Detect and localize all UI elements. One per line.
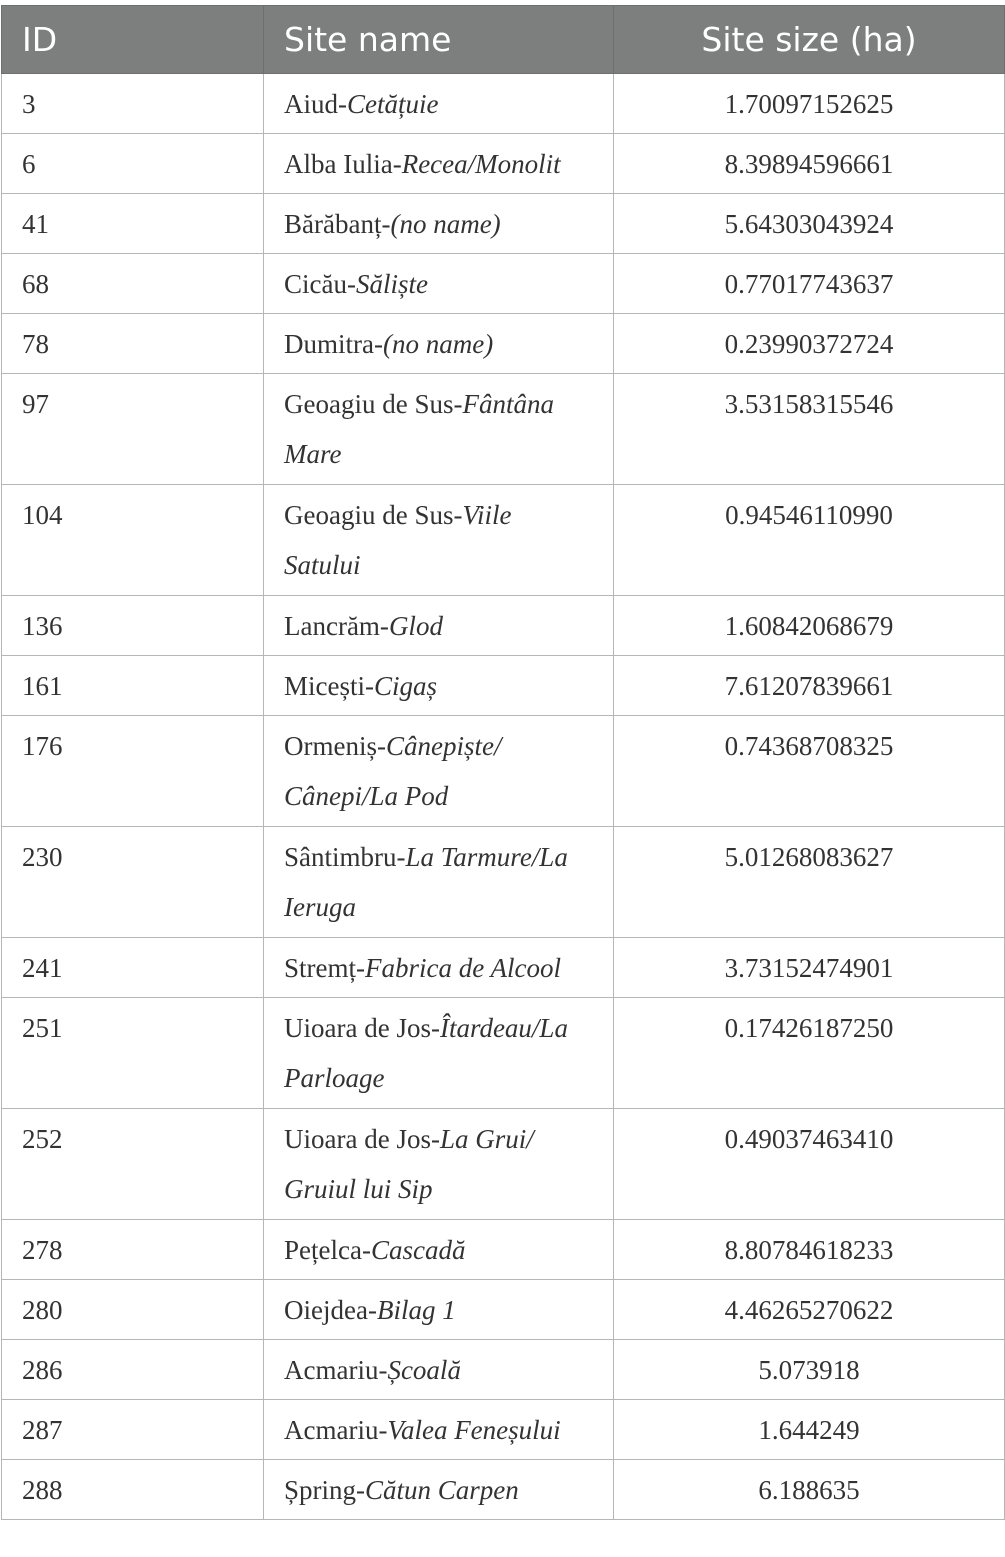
cell-id: 3 [2, 74, 264, 134]
cell-site-size: 1.70097152625 [614, 74, 1005, 134]
site-name-italic: (no name) [382, 329, 494, 359]
cell-id: 68 [2, 254, 264, 314]
table-row [2, 1220, 1005, 1280]
site-name-italic: Viile Satului [284, 500, 512, 580]
cell-id: 241 [2, 938, 264, 998]
site-name-italic: Școală [387, 1355, 461, 1385]
site-name-italic: (no name) [390, 209, 501, 239]
cell-site-name [264, 1280, 614, 1340]
cell-id: 41 [2, 194, 264, 254]
site-name-main: Geoagiu de Sus- [284, 500, 463, 530]
cell-site-size: 1.60842068679 [614, 596, 1005, 656]
cell-site-size: 5.64303043924 [614, 194, 1005, 254]
site-name-main: Geoagiu de Sus- [284, 389, 463, 419]
table-row [2, 596, 1005, 656]
cell-site-size: 6.188635 [614, 1460, 1005, 1520]
cell-site-size: 3.53158315546 [614, 374, 1005, 485]
site-name-main: Aiud- [284, 89, 347, 119]
cell-site-name [264, 998, 614, 1109]
table-row [2, 938, 1005, 998]
cell-site-size: 8.80784618233 [614, 1220, 1005, 1280]
cell-site-size: 0.74368708325 [614, 716, 1005, 827]
cell-id: 161 [2, 656, 264, 716]
site-name-main: Sântimbru- [284, 842, 406, 872]
site-name-main: Cicău- [284, 269, 356, 299]
table-row [2, 716, 1005, 827]
site-name-italic: La Grui/ Gruiul lui Sip [284, 1124, 534, 1204]
site-name-italic: Bilag 1 [376, 1295, 456, 1325]
site-name-main: Acmariu- [284, 1355, 388, 1385]
table-row [2, 194, 1005, 254]
cell-id: 286 [2, 1340, 264, 1400]
cell-site-size: 0.94546110990 [614, 485, 1005, 596]
cell-site-name [264, 596, 614, 656]
table-body [2, 74, 1005, 1520]
cell-site-name [264, 1109, 614, 1220]
cell-id: 280 [2, 1280, 264, 1340]
cell-id: 230 [2, 827, 264, 938]
cell-id: 252 [2, 1109, 264, 1220]
site-name-italic: Îtardeau/La Parloage [284, 1013, 568, 1093]
table-row [2, 1340, 1005, 1400]
table-row [2, 1400, 1005, 1460]
table-row [2, 827, 1005, 938]
cell-site-size: 7.61207839661 [614, 656, 1005, 716]
cell-site-name [264, 374, 614, 485]
cell-site-size: 3.73152474901 [614, 938, 1005, 998]
site-name-main: Micești- [284, 671, 374, 701]
cell-site-name [264, 1220, 614, 1280]
table-row [2, 656, 1005, 716]
site-name-italic: Recea/Monolit [401, 149, 561, 179]
cell-site-size: 5.073918 [614, 1340, 1005, 1400]
site-name-italic: Cigaș [373, 671, 438, 701]
cell-site-name [264, 194, 614, 254]
site-name-italic: Glod [388, 611, 443, 641]
cell-site-size: 4.46265270622 [614, 1280, 1005, 1340]
table-row [2, 1460, 1005, 1520]
cell-id: 251 [2, 998, 264, 1109]
table-row [2, 1109, 1005, 1220]
cell-id: 104 [2, 485, 264, 596]
site-name-main: Pețelca- [284, 1235, 371, 1265]
table-row [2, 998, 1005, 1109]
site-name-italic: Fabrica de Alcool [365, 953, 561, 983]
header-id: ID [2, 6, 264, 74]
cell-id: 136 [2, 596, 264, 656]
site-name-main: Șpring- [284, 1475, 365, 1505]
table-row [2, 485, 1005, 596]
site-name-main: Lancrăm- [284, 611, 389, 641]
cell-id: 288 [2, 1460, 264, 1520]
cell-site-name [264, 656, 614, 716]
cell-site-size: 5.01268083627 [614, 827, 1005, 938]
cell-site-name [264, 827, 614, 938]
site-name-main: Uioara de Jos- [284, 1124, 440, 1154]
cell-id: 287 [2, 1400, 264, 1460]
header-row [2, 6, 1005, 74]
cell-id: 78 [2, 314, 264, 374]
site-name-italic: Cânepiște/ Cânepi/La Pod [284, 731, 502, 811]
header-site-name: Site name [264, 6, 614, 74]
cell-id: 97 [2, 374, 264, 485]
cell-site-size: 8.39894596661 [614, 134, 1005, 194]
table-row [2, 254, 1005, 314]
site-name-italic: Cătun Carpen [365, 1475, 519, 1505]
site-name-main: Bărăbanț- [284, 209, 391, 239]
site-name-main: Ormeniș- [284, 731, 386, 761]
cell-site-size: 0.77017743637 [614, 254, 1005, 314]
site-name-main: Oiejdea- [284, 1295, 377, 1325]
cell-site-name [264, 1340, 614, 1400]
cell-site-name [264, 485, 614, 596]
cell-site-name [264, 716, 614, 827]
table-row [2, 74, 1005, 134]
cell-site-name [264, 1460, 614, 1520]
site-name-italic: Fântâna Mare [284, 389, 554, 469]
table-row [2, 374, 1005, 485]
site-name-main: Dumitra- [284, 329, 383, 359]
site-name-main: Stremț- [284, 953, 365, 983]
cell-id: 278 [2, 1220, 264, 1280]
site-name-main: Acmariu- [284, 1415, 388, 1445]
cell-site-name [264, 938, 614, 998]
table-row [2, 134, 1005, 194]
site-name-main: Uioara de Jos- [284, 1013, 440, 1043]
cell-site-name [264, 74, 614, 134]
cell-site-size: 0.49037463410 [614, 1109, 1005, 1220]
site-name-italic: La Tarmure/La Ieruga [284, 842, 568, 922]
table-header [2, 6, 1005, 74]
sites-table [1, 5, 1005, 1520]
site-name-italic: Cascadă [370, 1235, 466, 1265]
cell-site-name [264, 314, 614, 374]
table-row [2, 314, 1005, 374]
site-name-italic: Cetățuie [347, 89, 439, 119]
cell-site-size: 0.23990372724 [614, 314, 1005, 374]
site-name-main: Alba Iulia- [284, 149, 402, 179]
cell-id: 6 [2, 134, 264, 194]
site-name-italic: Valea Feneșului [387, 1415, 561, 1445]
cell-site-name [264, 254, 614, 314]
cell-site-size: 1.644249 [614, 1400, 1005, 1460]
cell-id: 176 [2, 716, 264, 827]
header-site-size: Site size (ha) [614, 6, 1005, 74]
site-name-italic: Săliște [355, 269, 428, 299]
cell-site-size: 0.17426187250 [614, 998, 1005, 1109]
cell-site-name [264, 1400, 614, 1460]
cell-site-name [264, 134, 614, 194]
table-row [2, 1280, 1005, 1340]
